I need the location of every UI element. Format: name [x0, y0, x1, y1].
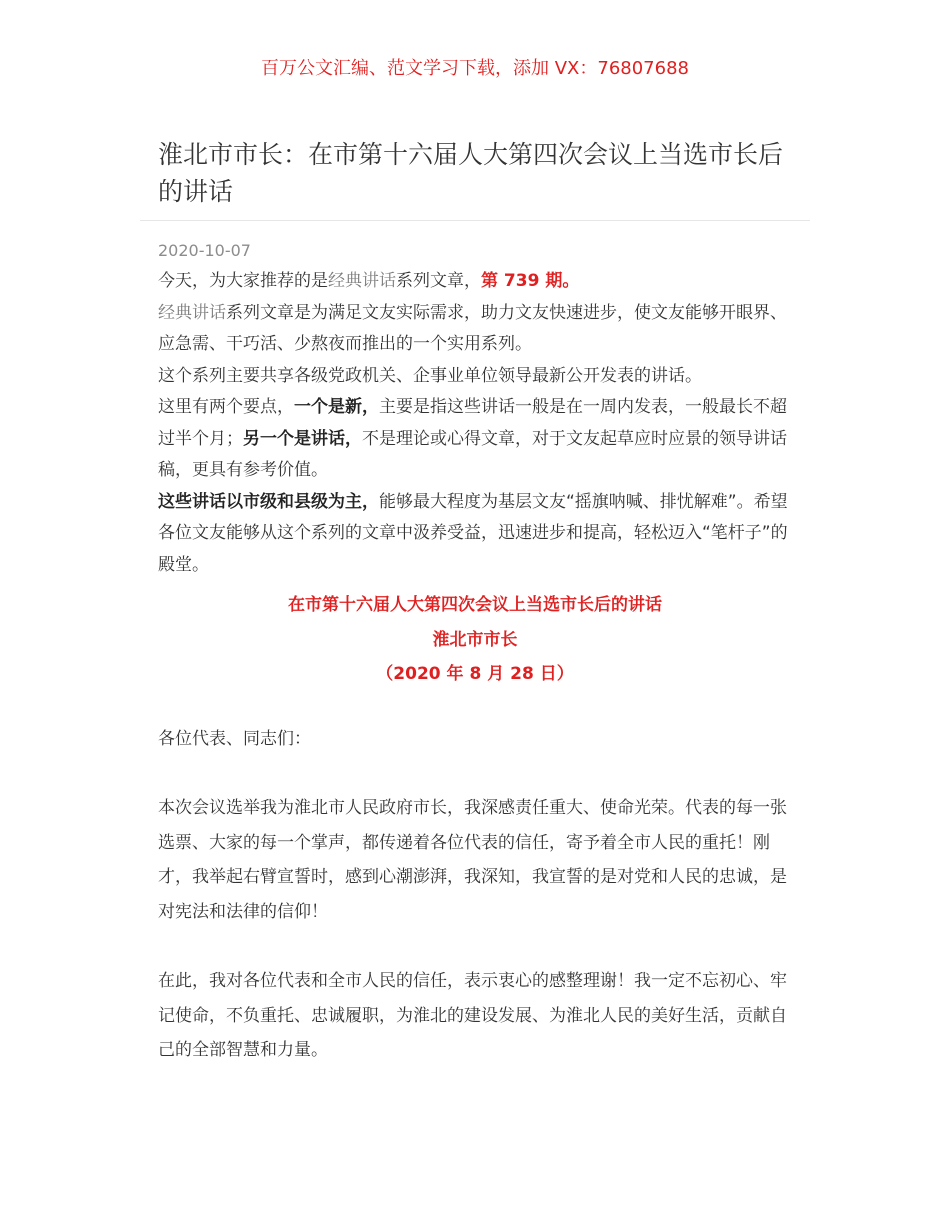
intro-paragraph-5 — [158, 487, 794, 582]
publish-date: 2020-10-07 — [158, 241, 251, 260]
speech-salutation: 各位代表、同志们： — [158, 729, 311, 749]
article-title: 淮北市市长：在市第十六届人大第四次会议上当选市长后的讲话 — [158, 140, 784, 206]
intro-text: 系列文章， — [396, 271, 481, 291]
speech-speaker: 淮北市市长 — [432, 629, 518, 650]
intro-paragraph-2 — [158, 298, 794, 361]
intro-text: 这里有两个要点， — [158, 397, 294, 417]
emphasis-text: 另一个是讲话， — [243, 428, 362, 449]
speech-paragraph-1: 本次会议选举我为淮北市人民政府市长，我深感责任重大、使命光荣。代表的每一张选票、大家的每一个掌声，都传递着各位代表的信任，寄予着全市人民的重托！刚才，我举起右臂宣誓时，感到心潮澎湃，我深知，我宣誓的是对党和人民的忠诚，是对宪法和法律的信仰！ — [158, 798, 787, 922]
intro-paragraph-3: 这个系列主要共享各级党政机关、企事业单位领导最新公开发表的讲话。 — [158, 365, 702, 386]
speech-paragraph-2: 在此，我对各位代表和全市人民的信任，表示衷心的感整理谢！我一定不忘初心、牢记使命，不负重托、忠诚履职，为淮北的建设发展、为淮北人民的美好生活，贡献自己的全部智慧和力量。 — [158, 971, 787, 1060]
speech-heading: 在市第十六届人大第四次会议上当选市长后的讲话 — [288, 595, 662, 615]
issue-number: 第 739 期。 — [481, 271, 580, 291]
intro-text: 今天，为大家推荐的是 — [158, 271, 328, 291]
speech-header — [0, 588, 950, 692]
series-name: 经典讲话 — [158, 302, 226, 323]
emphasis-text: 一个是新， — [294, 397, 379, 417]
intro-text: 系列文章是为满足文友实际需求，助力文友快速进步，使文友能够开眼界、应急需、干巧活、少熬夜而推出的一个实用系列。 — [158, 302, 787, 354]
intro-paragraph-1 — [158, 266, 794, 298]
emphasis-text: 这些讲话以市级和县级为主， — [158, 491, 379, 512]
intro-paragraph-4 — [158, 392, 794, 487]
series-name: 经典讲话 — [328, 271, 396, 291]
promo-banner: 百万公文汇编、范文学习下载，添加 VX：76807688 — [261, 58, 689, 79]
intro-text: 主要是指这些讲话一般是在一周内发表，一般最长不超过半个月； — [158, 397, 787, 449]
intro-text: 不是理论或心得文章，对于文友起草应时应景的领导讲话稿，更具有参考价值。 — [158, 428, 787, 480]
speech-date: （2020 年 8 月 28 日） — [376, 664, 574, 684]
intro-text: 能够最大程度为基层文友“摇旗呐喊、排忧解难”。希望各位文友能够从这个系列的文章中汲养受益，迅速进步和提高，轻松迈入“笔杆子”的殿堂。 — [158, 491, 788, 575]
title-divider — [140, 220, 810, 221]
series-intro — [158, 266, 794, 581]
